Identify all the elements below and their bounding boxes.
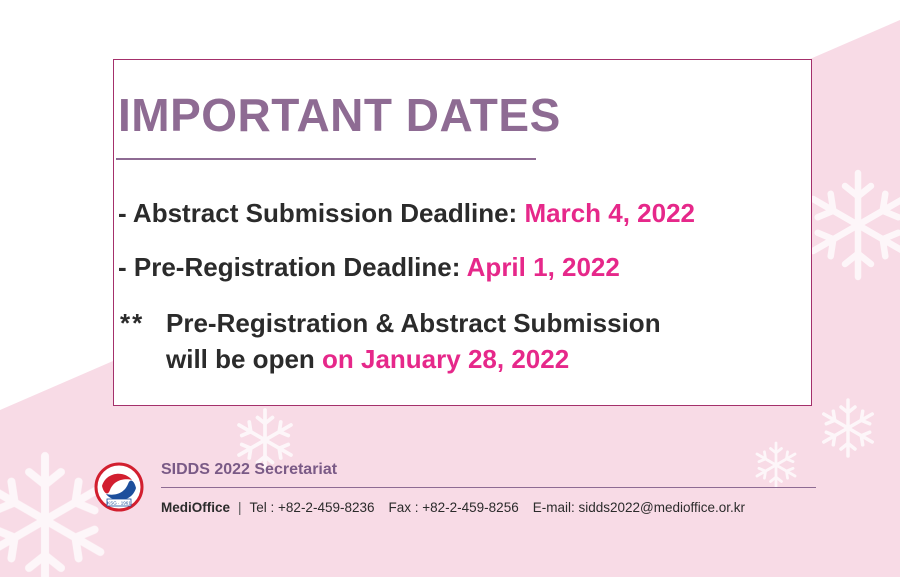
- open-notice-line1: [120, 308, 661, 339]
- fax: Fax : +82-2-459-8256: [388, 500, 519, 515]
- registration-deadline-label: - Pre-Registration Deadline:: [118, 252, 467, 282]
- secretariat-divider: [161, 487, 816, 488]
- open-notice-line2: [166, 344, 569, 375]
- abstract-deadline-date: March 4, 2022: [524, 198, 696, 228]
- notice-stars: **: [120, 308, 145, 338]
- society-logo-icon: [94, 462, 144, 522]
- registration-deadline-line: [118, 252, 620, 283]
- title-underline: [116, 158, 536, 160]
- telephone: Tel : +82-2-459-8236: [249, 500, 375, 515]
- email-link[interactable]: E-mail: sidds2022@medioffice.or.kr: [532, 500, 746, 515]
- logo-text: KSG · 1961: [107, 500, 131, 506]
- page-title: IMPORTANT DATES: [118, 89, 561, 141]
- brand-separator: |: [238, 500, 242, 515]
- abstract-deadline-label: - Abstract Submission Deadline:: [118, 198, 525, 228]
- abstract-deadline-line: [118, 198, 695, 229]
- registration-deadline-date: April 1, 2022: [466, 252, 620, 282]
- contact-info: [161, 500, 745, 515]
- notice-prefix: will be open: [166, 344, 323, 374]
- secretariat-title: SIDDS 2022 Secretariat: [161, 461, 338, 478]
- notice-open-date: on January 28, 2022: [322, 344, 570, 374]
- notice-text: Pre-Registration & Abstract Submission: [166, 308, 661, 338]
- brand-name: MediOffice: [161, 500, 231, 515]
- important-dates-card: [113, 59, 812, 406]
